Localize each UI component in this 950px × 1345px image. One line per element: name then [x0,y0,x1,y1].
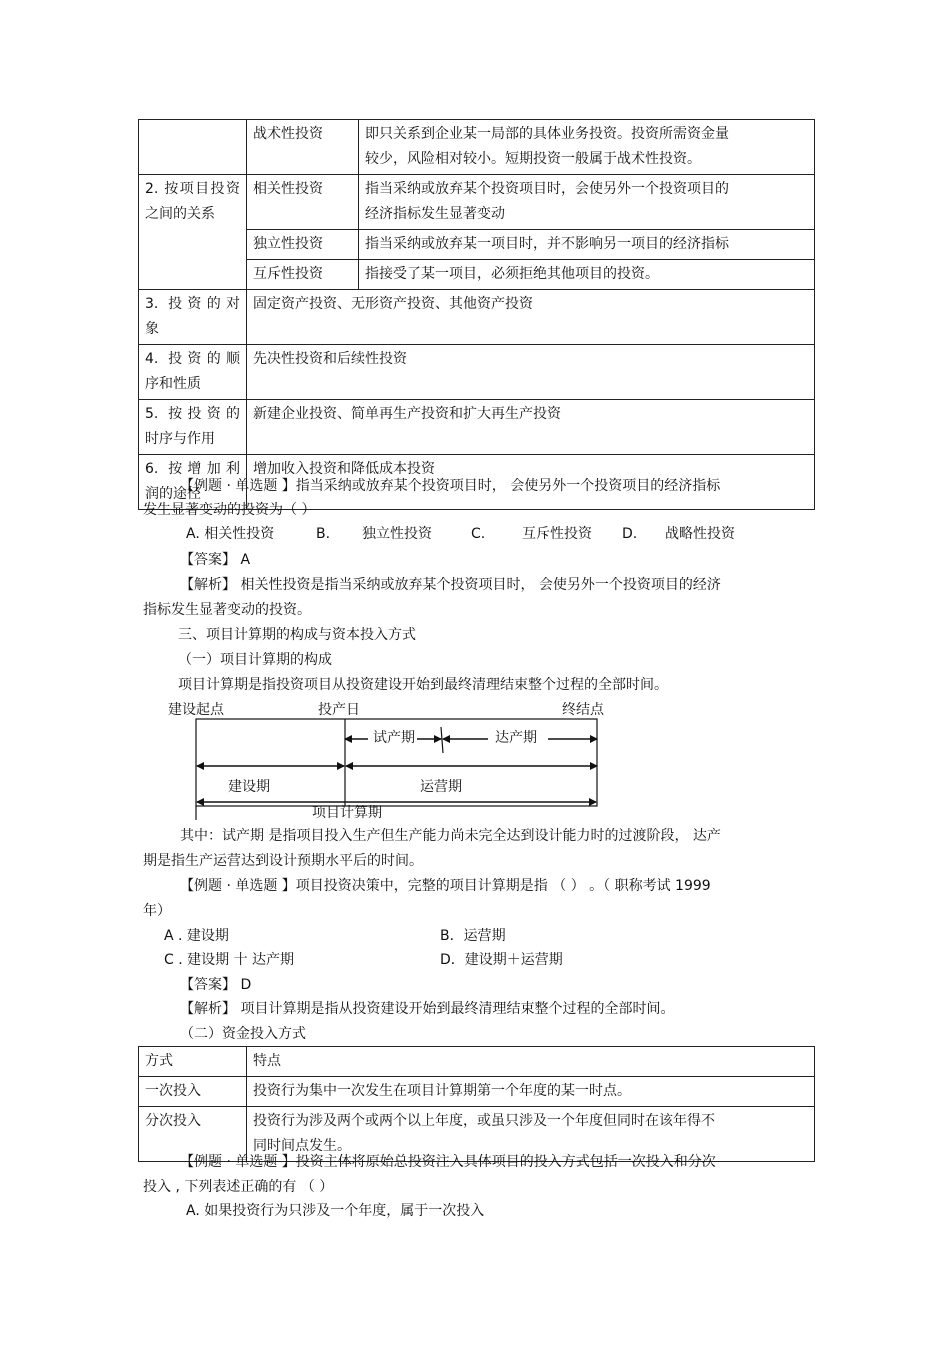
diagram-label-trial: 试产期 [371,727,417,747]
diagram-label-operate: 运营期 [420,779,462,795]
cell-line: 同时间点发生。 [253,1138,351,1154]
question2-option-c: C . 建设期 十 达产期 [164,952,295,968]
table-cell: 战术性投资 [247,120,359,175]
table-cell: 相关性投资 [247,175,359,230]
diagram-label-build: 建设期 [228,779,270,795]
question1-option-b-letter: B. [316,526,331,542]
question3-line2: 投入 , 下列表述正确的有 （ ） [143,1179,334,1195]
question2-explanation: 【解析】 项目计算期是指从投资建设开始到最终清理结束整个过程的全部时间。 [180,1001,675,1017]
cell-line: 时序与作用 [145,431,215,447]
cell-line: 润的途径 [145,486,201,502]
question1-line2: 发生显著变动的投资为（ ） [143,502,316,518]
question1-option-d-text: 战略性投资 [665,526,735,542]
table-row [139,1077,815,1107]
diagram-label-start: 建设起点 [168,702,224,718]
cell-line: 经济指标发生显著变动 [365,206,505,222]
table-cell: 独立性投资 [247,230,359,260]
question2-line1: 【例题 · 单选题 】项目投资决策中，完整的项目计算期是指 （ ） 。（ 职称考试 1999 [180,878,711,894]
diagram-trial-end-tick [441,727,443,753]
table-header-row [139,1047,815,1077]
question2-option-a: A . 建设期 [164,928,229,944]
table-cell: 指当采纳或放弃某一项目时，并不影响另一项目的经济指标 [359,230,815,260]
table-cell: 互斥性投资 [247,260,359,290]
question1-option-c-text: 互斥性投资 [522,526,592,542]
diagram-label-production-day: 投产日 [318,702,360,718]
diagram-label-end: 终结点 [562,702,604,718]
question1-option-d-letter: D. [622,526,638,542]
diagram-label-reach: 达产期 [493,727,539,747]
question1-option-c-letter: C. [471,526,486,542]
section-heading: 三、项目计算期的构成与资本投入方式 [178,627,416,643]
question3-option-a: A. 如果投资行为只涉及一个年度，属于一次投入 [186,1203,485,1219]
table-cell: 分次投入 [139,1107,247,1162]
note-line2: 期是指生产运营达到设计预期水平后的时间。 [143,853,423,869]
cell-line: 较少，风险相对较小。短期投资一般属于战术性投资。 [365,151,701,167]
diagram-label-total: 项目计算期 [312,805,382,821]
question1-option-a: A. 相关性投资 [186,526,275,542]
cell-line: 3. 投资的对 [145,296,240,312]
table-cell: 固定资产投资、无形资产投资、其他资产投资 [247,290,815,345]
table-cell: 2. 按项目投资之间的关系 [139,175,247,290]
table-cell: 增加收入投资和降低成本投资 [247,455,815,510]
subsection2-heading: （二）资金投入方式 [180,1026,306,1042]
table-cell: 先决性投资和后续性投资 [247,345,815,400]
question2-option-b: B．运营期 [440,928,506,944]
cell-line: 即只关系到企业某一局部的具体业务投资。投资所需资金量 [365,126,729,142]
question1-explanation-line1: 【解析】 相关性投资是指当采纳或放弃某个投资项目时， 会使另外一个投资项目的经济 [180,577,721,593]
table-cell: 指接受了某一项目，必须拒绝其他项目的投资。 [359,260,815,290]
cell-line: 指当采纳或放弃某个投资项目时，会使另外一个投资项目的 [365,181,729,197]
question2-answer: 【答案】 D [180,977,252,993]
cell-line: 象 [145,321,159,337]
table-header-cell: 特点 [247,1047,815,1077]
subsection-heading: （一）项目计算期的构成 [178,652,332,668]
question1-explanation-line2: 指标发生显著变动的投资。 [143,602,311,618]
cell-line: 4. 投资的顺 [145,351,240,367]
investment-method-table [138,1046,815,1162]
question2-line2: 年） [143,903,171,919]
question3-line1: 【例题 · 单选题 】投资主体将原始总投资注入具体项目的投入方式包括一次投入和分次 [180,1154,716,1170]
cell-line: 序和性质 [145,376,201,392]
question1-line1: 【例题 · 单选题 】指当采纳或放弃某个投资项目时， 会使另外一个投资项目的经济指标 [180,478,721,494]
question1-option-b-text: 独立性投资 [362,526,432,542]
table-cell: 投资行为集中一次发生在项目计算期第一个年度的某一时点。 [247,1077,815,1107]
table-cell: 一次投入 [139,1077,247,1107]
definition-text: 项目计算期是指投资项目从投资建设开始到最终清理结束整个过程的全部时间。 [178,677,668,693]
cell-line: 5. 按投资的 [145,406,240,422]
cell-line: 投资行为涉及两个或两个以上年度，或虽只涉及一个年度但同时在该年得不 [253,1113,715,1129]
table-header-cell: 方式 [139,1047,247,1077]
note-line1: 其中：试产期 是指项目投入生产但生产能力尚未完全达到设计能力时的过渡阶段， 达产 [180,828,721,844]
cell-line: 6. 按增加利 [145,461,240,477]
table-cell: 新建企业投资、简单再生产投资和扩大再生产投资 [247,400,815,455]
question1-answer: 【答案】 A [180,552,251,568]
question2-option-d: D．建设期＋运营期 [440,952,563,968]
